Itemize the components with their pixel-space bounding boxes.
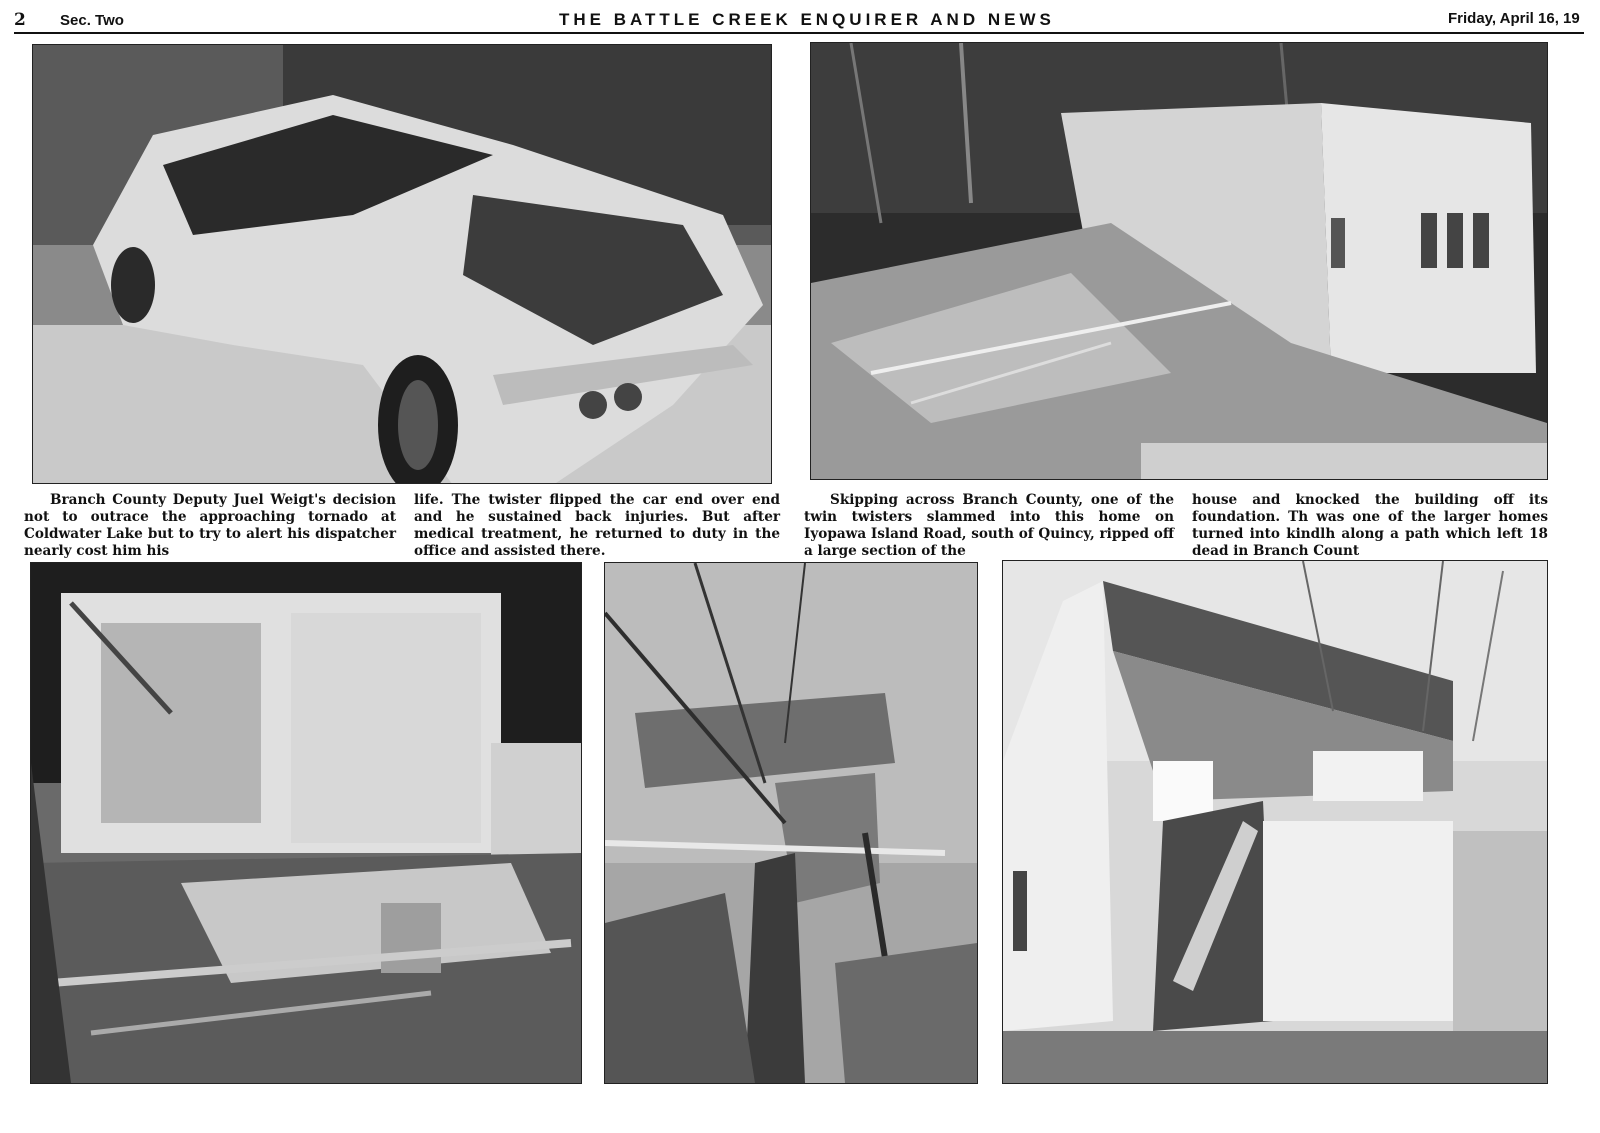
issue-date: Friday, April 16, 19 xyxy=(1448,10,1580,27)
section-label: Sec. Two xyxy=(60,12,124,29)
caption-house-col1-text: Skipping across Branch County, one of the twin twisters slammed into this home on Iyopawa Island Road, south of Quincy, ripped off a large section of the xyxy=(804,492,1174,559)
caption-house-col2 xyxy=(1192,492,1548,560)
page-number: 2 xyxy=(14,10,26,30)
caption-car-col1 xyxy=(24,492,396,560)
collapsed-structure-photo xyxy=(30,562,582,1084)
caption-car-col2 xyxy=(414,492,780,560)
masthead: THE BATTLE CREEK ENQUIRER AND NEWS xyxy=(559,10,1055,29)
wrecked-car-photo xyxy=(32,44,772,484)
caption-house-col1 xyxy=(804,492,1174,560)
page-header xyxy=(14,8,1584,32)
debris-in-tree-photo xyxy=(604,562,978,1084)
destroyed-house-photo xyxy=(810,42,1548,480)
header-rule xyxy=(14,32,1584,34)
caption-car-col2-text: life. The twister flipped the car end over end and he sustained back injuries. But after medical treatment, he returned to duty in the office and assisted there. xyxy=(414,492,780,559)
caption-house-col2-text: house and knocked the building off its foundation. Th was one of the larger homes turned into kindlh along a path which left 18 dead in Branch Count xyxy=(1192,492,1548,559)
ripped-open-house-photo xyxy=(1002,560,1548,1084)
caption-car-col1-text: Branch County Deputy Juel Weigt's decision not to outrace the approaching tornado at Coldwater Lake but to try to alert his dispatcher nearly cost him his xyxy=(24,492,396,559)
